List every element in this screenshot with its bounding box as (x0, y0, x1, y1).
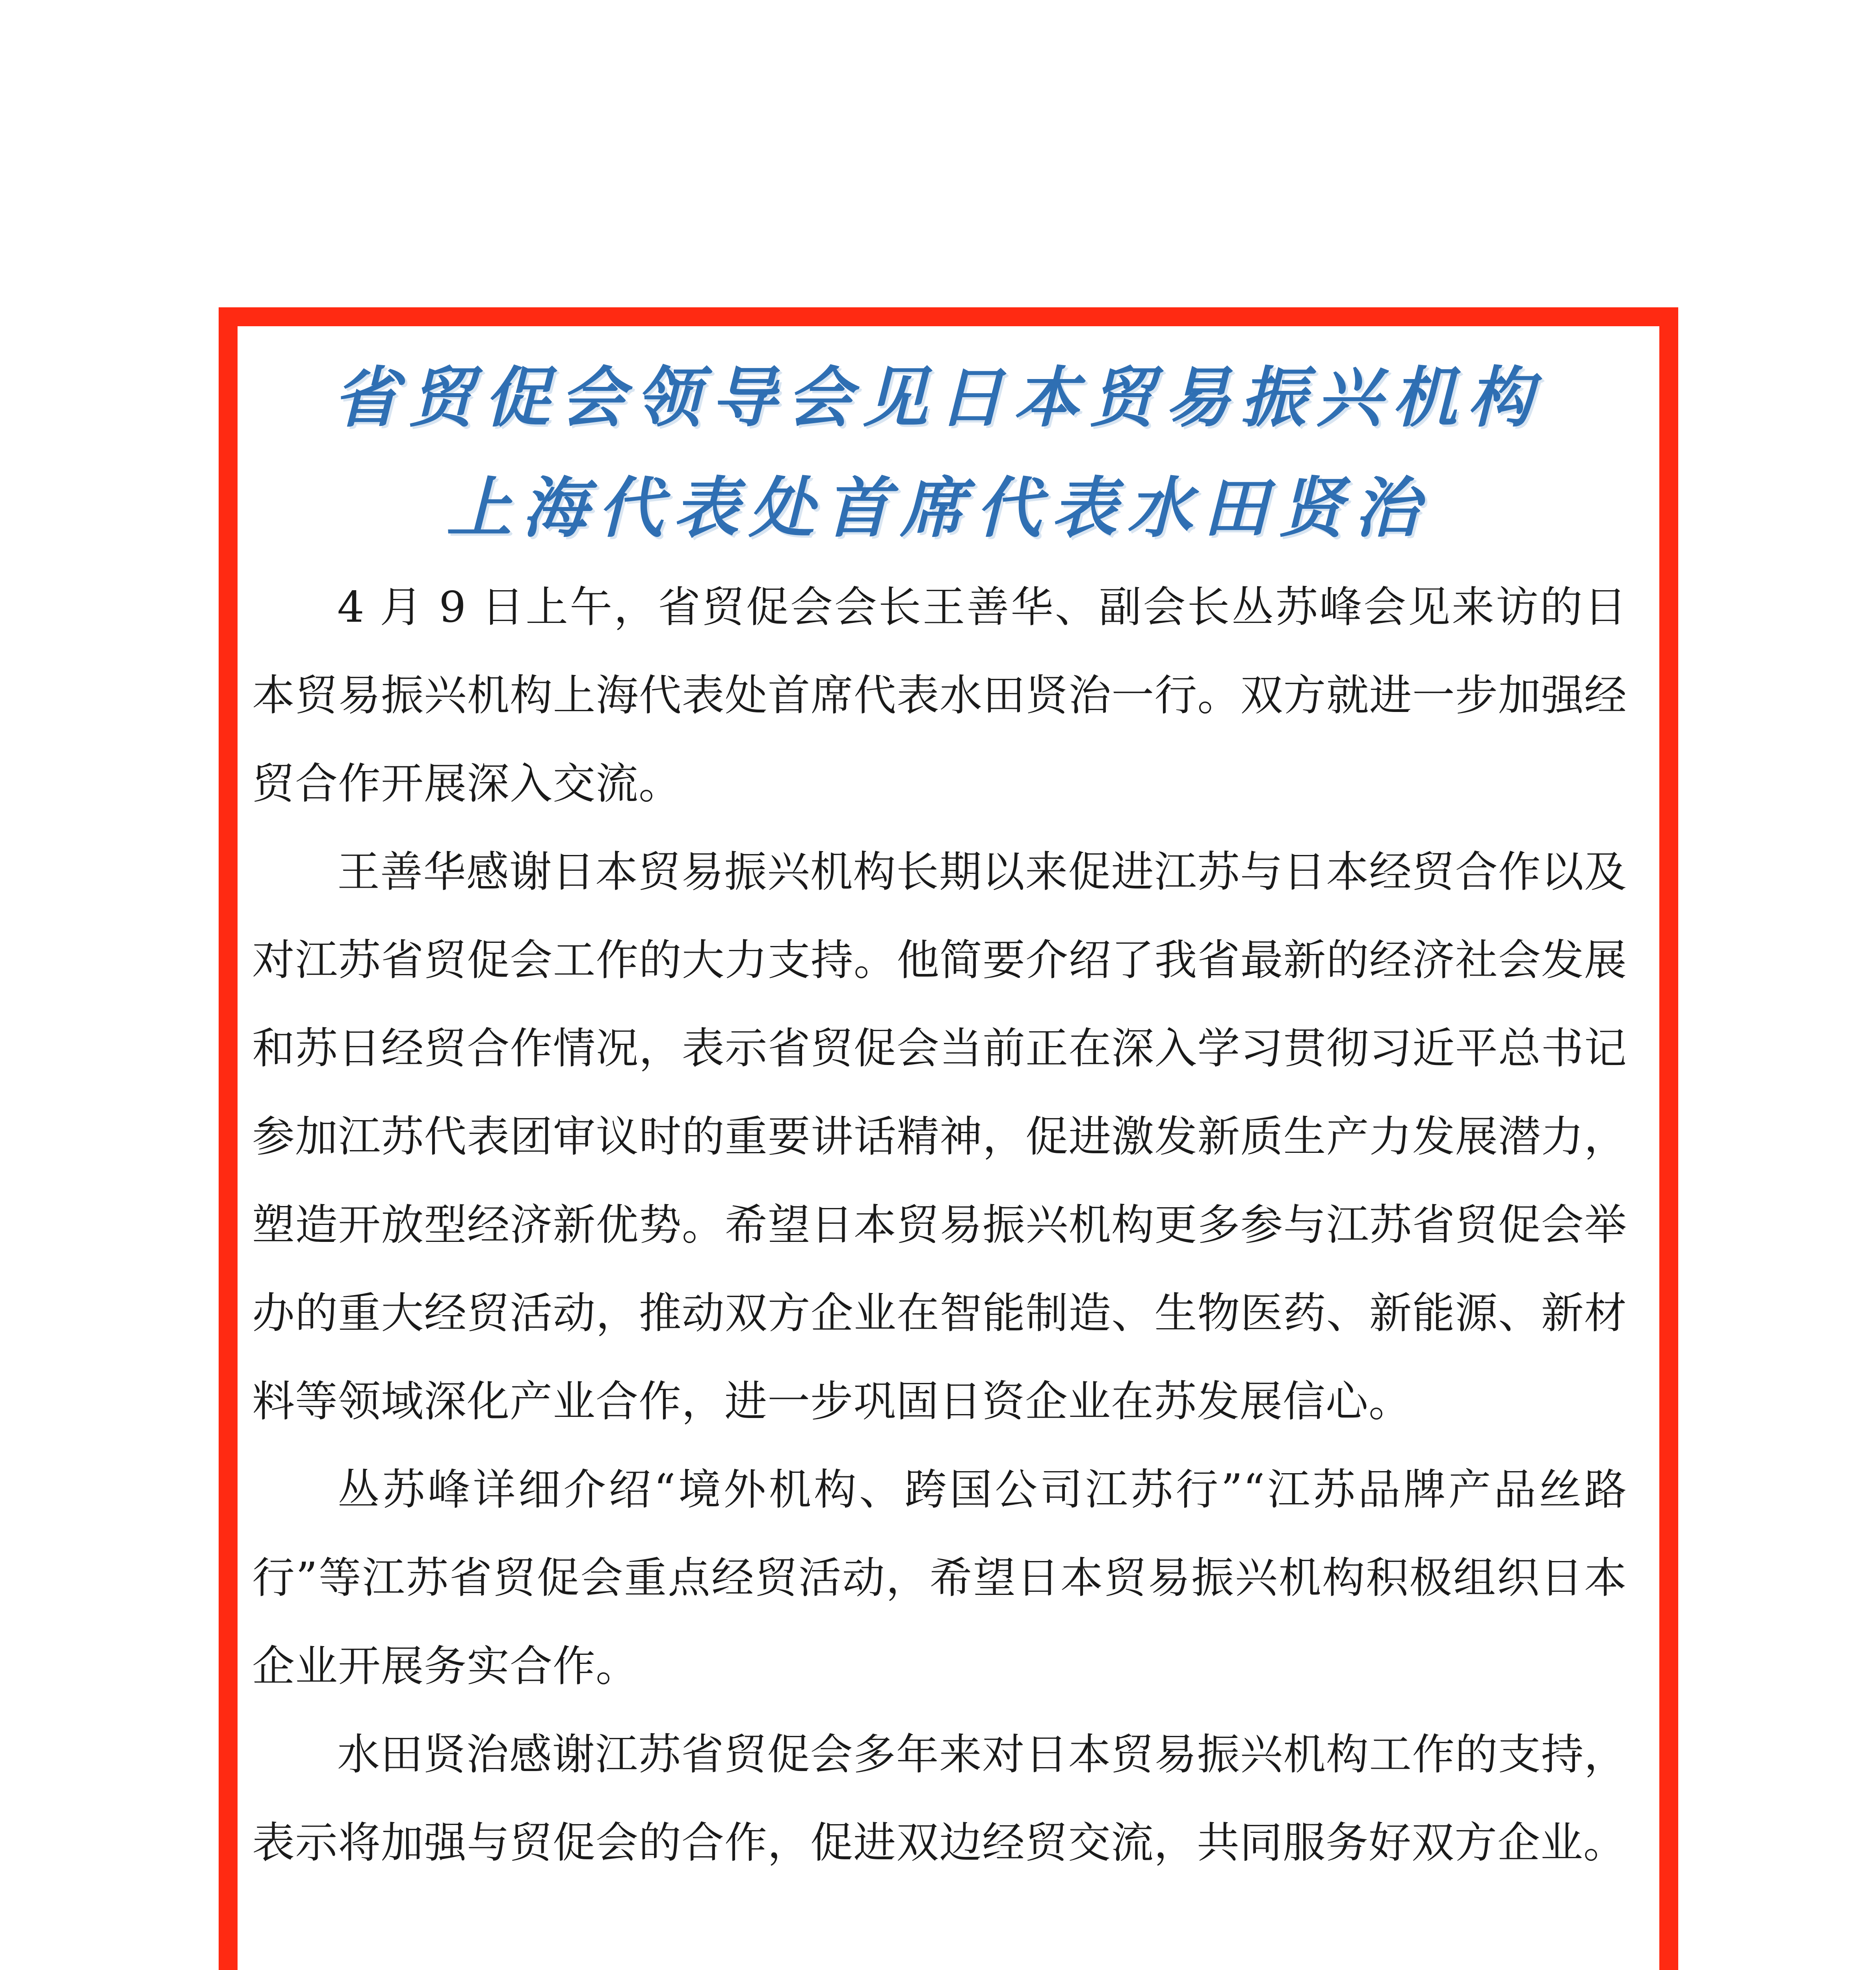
paragraph-1: 4 月 9 日上午，省贸促会会长王善华、副会长丛苏峰会见来访的日本贸易振兴机构上海代表处首席代表水田贤治一行。双方就进一步加强经贸合作开展深入交流。 (252, 583, 1627, 808)
paragraph-4: 水田贤治感谢江苏省贸促会多年来对日本贸易振兴机构工作的支持，表示将加强与贸促会的合作，促进双边经贸交流，共同服务好双方企业。 (252, 1730, 1627, 1868)
article-body (252, 563, 1627, 1887)
paragraph-3: 丛苏峰详细介绍“境外机构、跨国公司江苏行”“江苏品牌产品丝路行”等江苏省贸促会重点经贸活动，希望日本贸易振兴机构积极组织日本企业开展务实合作。 (252, 1465, 1627, 1691)
paragraph-2: 王善华感谢日本贸易振兴机构长期以来促进江苏与日本经贸合作以及对江苏省贸促会工作的大力支持。他简要介绍了我省最新的经济社会发展和苏日经贸合作情况，表示省贸促会当前正在深入学习贯彻习近平总书记参加江苏代表团审议时的重要讲话精神，促进激发新质生产力发展潜力，塑造开放型经济新优势。希望日本贸易振兴机构更多参与江苏省贸促会举办的重大经贸活动，推动双方企业在智能制造、生物医药、新能源、新材料等领域深化产业合作，进一步巩固日资企业在苏发展信心。 (252, 847, 1627, 1426)
article-title-line-2: 上海代表处首席代表水田贤治 (446, 470, 1430, 546)
article-title-line-1: 省贸促会领导会见日本贸易振兴机构 (333, 359, 1543, 436)
